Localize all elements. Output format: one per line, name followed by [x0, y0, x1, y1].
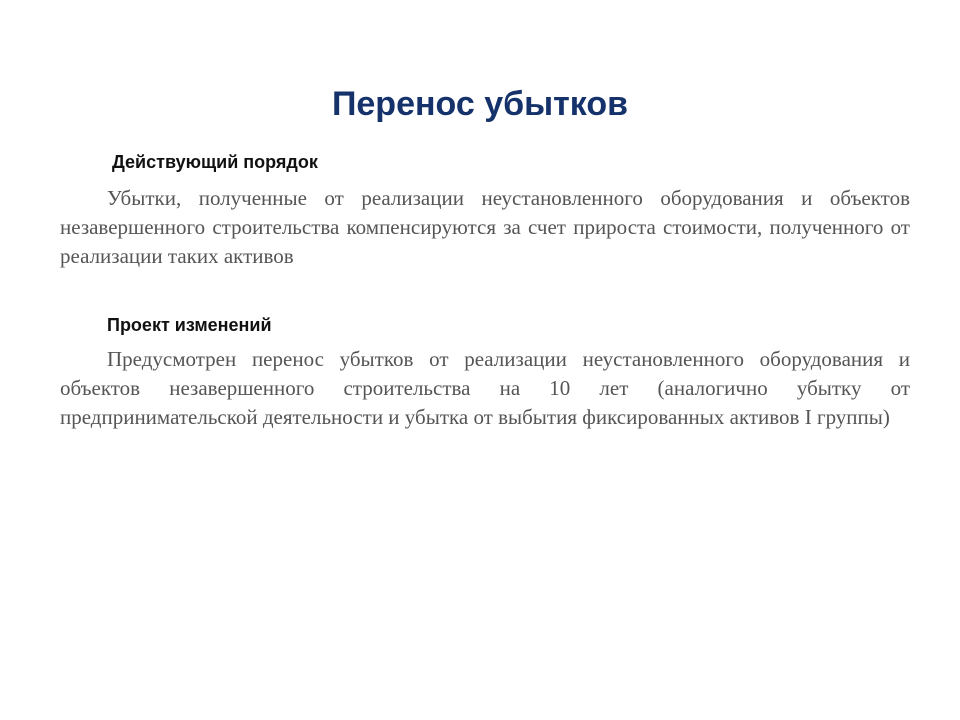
slide-title: Перенос убытков: [331, 85, 629, 123]
section-heading-current-procedure: Действующий порядок: [112, 152, 318, 172]
section-text-current-procedure: Убытки, полученные от реализации неустановленного оборудования и объектов незавершенного строительства компенсируются за счет прироста стоимости, полученного от реализации таких активов: [60, 186, 910, 268]
section-text-draft-changes: Предусмотрен перенос убытков от реализации неустановленного оборудования и объектов незавершенного строительства на 10 лет (аналогично убытку от предпринимательской деятельности и убытка от выбытия фиксированных активов I группы): [60, 347, 910, 429]
section-heading-draft-changes: Проект изменений: [107, 315, 272, 335]
